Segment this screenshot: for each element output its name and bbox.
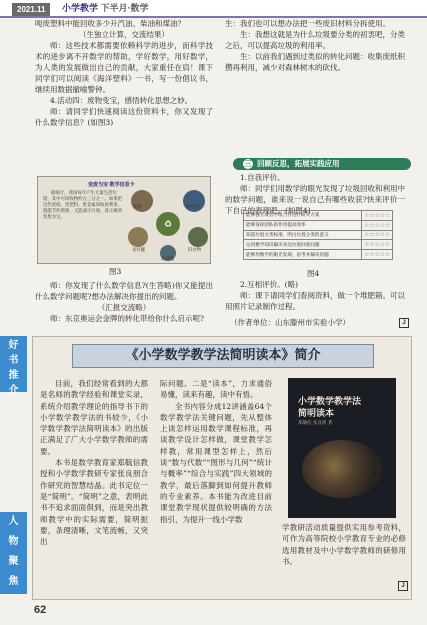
star-rating: ☆☆☆☆☆ (362, 240, 393, 250)
table-row (244, 240, 393, 250)
paragraph: 师：东京奥运会金牌的转化带给你什么启示呢? (50, 314, 205, 323)
paragraph: 生：我们也可以想办法把一些废旧材料分拆使用。 (225, 19, 390, 28)
tab-char: 好 (8, 340, 19, 351)
magazine-title (62, 2, 149, 14)
paragraph: 师：请同学们快速阅读这份资料卡，你又发现了什么数学信息？(如图3) (35, 107, 213, 127)
review-column-3 (282, 522, 406, 567)
paragraph: 生：我想这就是为什么垃圾要分类的初衷吧，分类之后，可以提高垃圾的利用率。 (225, 30, 405, 50)
section-tab-people-focus (0, 512, 27, 594)
evaluation-item: 能够发挥团队的作用提高效率 (244, 220, 362, 230)
tab-char: 物 (8, 536, 19, 547)
left-column (35, 18, 213, 128)
evaluation-item: 运用数学知识解决身边垃圾回收问题 (244, 240, 362, 250)
star-rating: ☆☆☆☆☆ (362, 250, 393, 260)
section-heading (233, 158, 411, 170)
self-evaluation-table (243, 210, 393, 260)
paragraph: 目前，我们经常看到的大都是名师的教学经验和课堂实录，系统介绍教学理论的指导书下的小学数学教学法的书较少，《小学数学教学法简明读本》的出版正满足了广大小学数学教师的需要。 (40, 379, 148, 456)
figure-4-caption: 图4 (307, 269, 320, 278)
table-row (244, 250, 393, 260)
book-cover-title (298, 396, 361, 420)
figure-3-caption: 图3 (109, 267, 122, 276)
paragraph: 师：你发现了什么数学信息?(生答略)你又能提出什么数学问题呢?想办法解决你提出的问题。 (35, 281, 213, 301)
photo-caption: 易拉罐 (132, 248, 146, 253)
tab-char: 介 (8, 385, 19, 396)
issue-date: 2021.11 (12, 3, 50, 16)
figure-3-info-card (37, 176, 211, 264)
table-row (244, 220, 393, 230)
photo-caption: 旧衣物 (188, 248, 202, 253)
end-mark: J (399, 318, 409, 328)
paragraph: 吨废塑料中能回收多少升汽油、柴油和煤油？ (35, 19, 185, 28)
paragraph: 全书内容分成12讲涵盖64个数学教学法关键问题，先从整体上谈怎样运用数学课程标准，再谈教学设计怎样做，课堂教学怎样教，常用课型怎样上，然后谈“数与代数”“图形与几何”“统计与概率”“综合与实践”四大领域的教学，最后落脚到如何提升教师的专业素养。本书能为改进目前课堂教学现状提供较明确的方法指引，为提升一线小学数 (160, 401, 272, 524)
paragraph: （生独立计算，交流结果） (79, 30, 169, 39)
star-rating: ☆☆☆☆☆ (362, 211, 393, 221)
star-rating: ☆☆☆☆☆ (362, 230, 393, 240)
paragraph: 师：同学们用数学的眼光发现了垃圾回收和利用中的数学问题，谁来说一说自己有哪些收获?快来评价一下自己的表现吧。(如图4) (225, 184, 405, 215)
book-review-title: 《小学数学教学法简明读本》简介 (72, 344, 374, 368)
paragraph: 1.自我评价。 (240, 173, 285, 182)
section-tab-book-recommendation (0, 336, 27, 396)
book-cover-image (288, 378, 396, 518)
info-card-body: 据统计，我国每年产生大量生活垃圾，其中可回收物约占三分之一。如果把这些废纸、废塑料、废金属回收再利用，既能节约资源，又能减少污染，真正做到变废为宝。 (43, 191, 123, 220)
tab-char: 推 (8, 370, 19, 381)
paragraph: 本书是数学教育家郑毓信教授和小学数学教研专家张良朋合作研究的智慧结晶。此书定位一是“简明”。“简明”之意，表明此书不追求面面俱到，而是突出教师教学中的实际需要，简明扼要，条理清晰，文笔流畅，又突出 (40, 458, 148, 547)
magazine-name: 小学教学 (62, 3, 99, 13)
book-cover-authors: 郑毓信 张良朋 著 (298, 421, 333, 426)
end-mark: J (398, 581, 408, 591)
section-title: 回顾反思，拓展实践应用 (257, 159, 340, 168)
right-column (225, 18, 405, 73)
photo-caption: 废纸 (133, 205, 142, 210)
star-rating: ☆☆☆☆☆ (362, 220, 393, 230)
page-number: 62 (34, 604, 47, 616)
tab-char: 人 (8, 516, 19, 527)
book-title-line: 简明读本 (298, 409, 335, 419)
paragraph: 2.互相评价。(略) (240, 280, 299, 289)
book-cover-art (302, 440, 382, 498)
evaluation-item: 知道垃圾分类标准，明白垃圾分类的意义 (244, 230, 362, 240)
table-row (244, 230, 393, 240)
book-title-line: 小学数学教学法 (298, 397, 362, 407)
tab-char: 聚 (8, 556, 19, 567)
paragraph: 师：课下请同学们查阅资料，做一个堆肥箱。可以用照片记录制作过程。 (225, 291, 405, 311)
paragraph: 4.活动四：废物变宝，感悟转化思想之妙。 (50, 96, 193, 105)
evaluation-item: 能够用数学的眼光发现、思考并解决问题 (244, 250, 362, 260)
author-affiliation: （作者单位：山东滕州市实验小学） (230, 318, 350, 327)
paragraph: 学教研活动质量提供实用参考资料，可作为高等院校小学教育专业的必修选用教材及中小学数学教师的研修用书。 (282, 523, 406, 566)
paragraph: 际问题。二是“读本”，力求通俗易懂，读来有趣，读中有悟。 (160, 379, 272, 400)
tab-char: 焦 (8, 576, 19, 587)
left-column-continued (35, 280, 213, 324)
info-card-banner: 变废为宝·数学信息卡 (88, 182, 135, 188)
photo-caption: 玻璃瓶 (161, 257, 175, 262)
section-number: 三 (244, 159, 252, 168)
photo-caption: 废塑料 (186, 205, 200, 210)
review-column-2 (160, 378, 272, 525)
paragraph: （汇报交流略） (97, 303, 151, 312)
magazine-edition: 下半月·数学 (100, 3, 149, 13)
paragraph: 师：这些技术都需要依赖科学的进步，而科学技术的进步离不开数学的帮助，学好数学，用好数学，为人类的发展做出自己的贡献，大家重任在肩！课下同学们可以阅读《海洋塑料》一书，写一份倡议书，继续用数据撤喻警钟。 (35, 41, 213, 94)
paragraph: 生：以前我们遇到过类似的转化问题：收集废纸积攒再利用，减少对森林树木的砍伐。 (225, 52, 405, 72)
evaluation-item: 能够独立或者小组合作进行研究方案 (244, 211, 362, 221)
review-column-1 (40, 378, 148, 547)
svg-text:♻: ♻ (163, 220, 173, 230)
tab-char: 书 (8, 355, 19, 366)
right-column-end (225, 279, 405, 312)
table-row (244, 211, 393, 221)
